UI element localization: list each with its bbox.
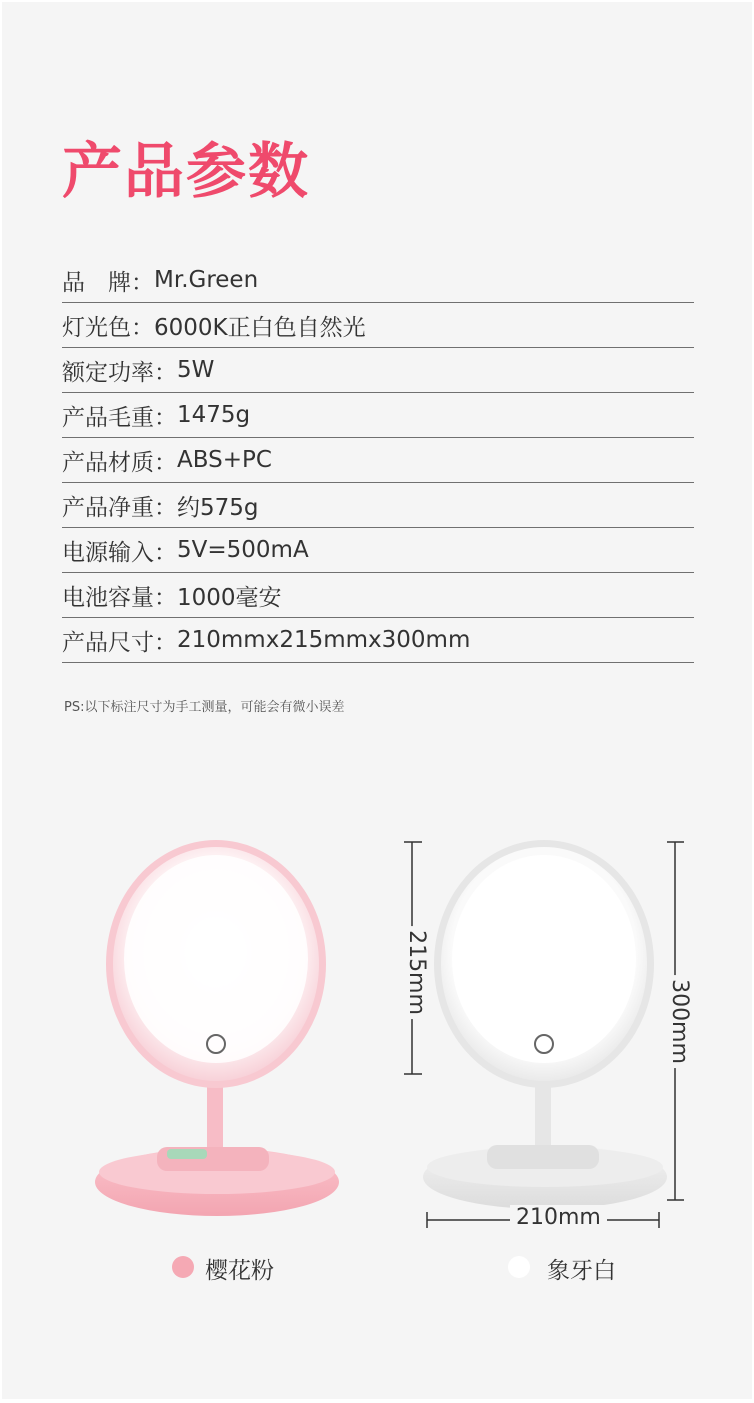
- spec-label: 产品净重：: [62, 494, 177, 521]
- page-title: 产品参数: [62, 137, 310, 207]
- spec-label: 产品材质：: [62, 449, 177, 476]
- spec-label: 产品毛重：: [62, 404, 177, 431]
- spec-row-power: [62, 348, 694, 393]
- spec-list: [62, 258, 694, 663]
- color-name-pink: 樱花粉: [205, 1258, 274, 1284]
- spec-value: ABS+PC: [177, 447, 272, 473]
- spec-row-battery: [62, 573, 694, 618]
- product-illustration: [2, 802, 752, 1399]
- spec-value: Mr.Green: [154, 267, 259, 293]
- spec-label: 电池容量：: [62, 584, 177, 611]
- spec-value: 5V=500mA: [177, 537, 309, 563]
- spec-value: 210mmx215mmx300mm: [177, 627, 471, 653]
- spec-label: 品 牌：: [62, 269, 154, 296]
- spec-row-brand: [62, 258, 694, 303]
- dim-label-width: 210mm: [510, 1205, 607, 1230]
- product-params-page: [2, 2, 752, 1399]
- spec-value: 6000K正白色自然光: [154, 314, 366, 341]
- spec-label: 产品尺寸：: [62, 629, 177, 656]
- white-mirror: [423, 840, 667, 1209]
- color-name-white: 象牙白: [547, 1258, 616, 1284]
- spec-row-gross-weight: [62, 393, 694, 438]
- spec-row-size: [62, 618, 694, 663]
- color-swatch-white: [508, 1256, 530, 1278]
- spec-label: 电源输入：: [62, 539, 177, 566]
- measurement-note: PS:以下标注尺寸为手工测量，可能会有微小误差: [64, 700, 345, 715]
- dim-label-mirror-height: 215mm: [404, 926, 429, 1019]
- spec-value: 1475g: [177, 402, 251, 428]
- spec-value: 约575g: [177, 494, 259, 521]
- spec-row-net-weight: [62, 483, 694, 528]
- spec-label: 灯光色：: [62, 314, 154, 341]
- spec-row-material: [62, 438, 694, 483]
- spec-row-light-color: [62, 303, 694, 348]
- dim-label-total-height: 300mm: [667, 975, 692, 1068]
- spec-value: 5W: [177, 357, 215, 383]
- spec-row-power-input: [62, 528, 694, 573]
- color-swatch-pink: [172, 1256, 194, 1278]
- spec-value: 1000毫安: [177, 584, 282, 611]
- spec-label: 额定功率：: [62, 359, 177, 386]
- pink-mirror: [95, 840, 339, 1216]
